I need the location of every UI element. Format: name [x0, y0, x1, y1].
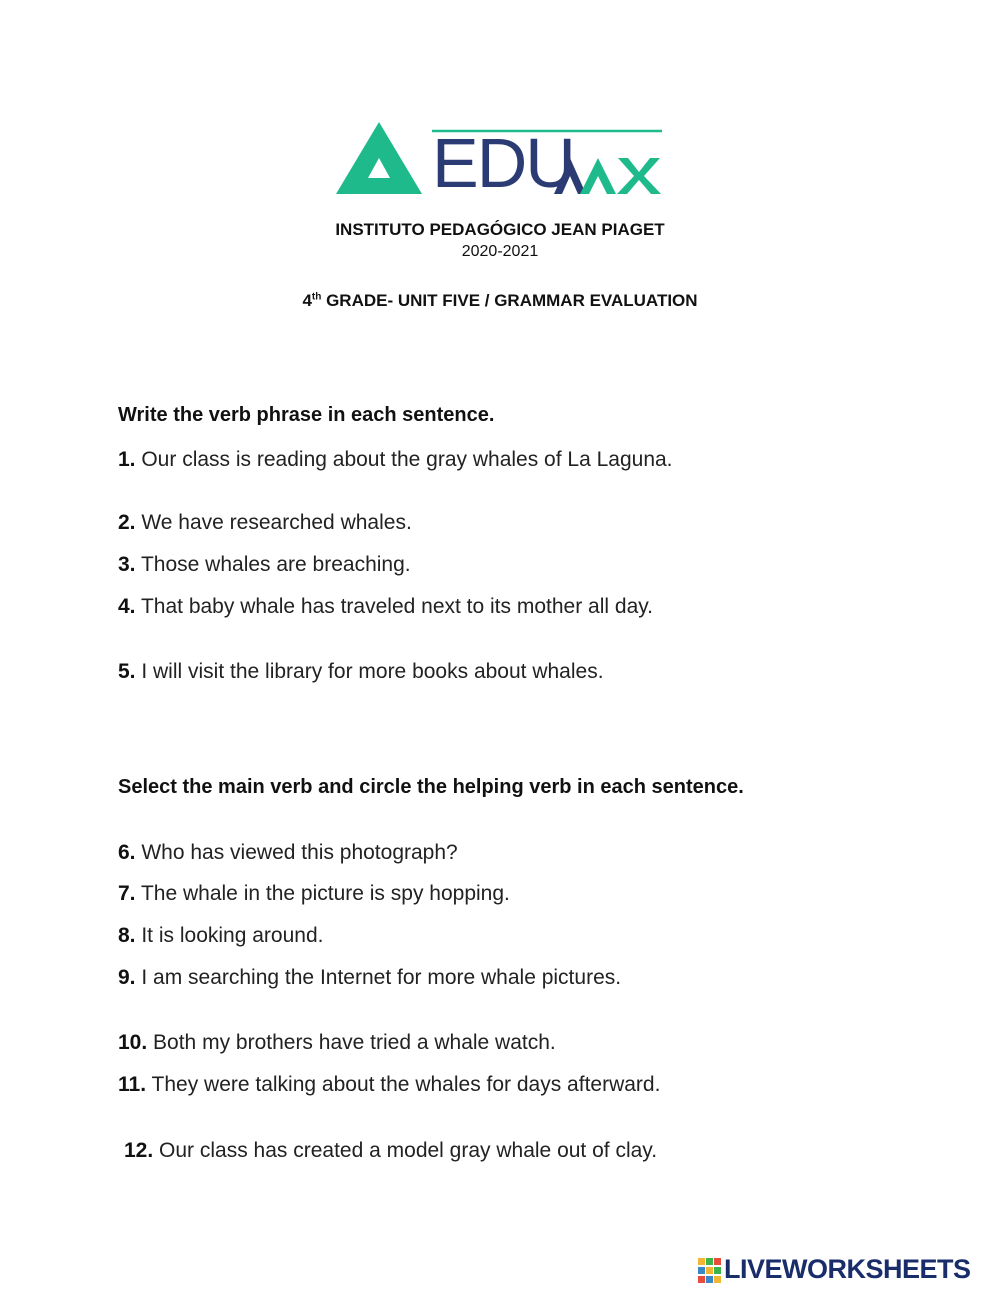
list-item: 6. Who has viewed this photograph?	[118, 841, 458, 864]
worksheet-title: 4th GRADE- UNIT FIVE / GRAMMAR EVALUATION	[302, 291, 698, 310]
section1-instruction: Write the verb phrase in each sentence.	[118, 404, 495, 426]
list-item: 1. Our class is reading about the gray whales of La Laguna.	[118, 448, 673, 471]
list-item: 11. They were talking about the whales for days afterward.	[118, 1073, 661, 1096]
school-name: INSTITUTO PEDAGÓGICO JEAN PIAGET	[335, 220, 665, 239]
liveworksheets-brand: LIVEWORKSHEETS	[724, 1254, 971, 1284]
list-item: 2. We have researched whales.	[118, 511, 412, 534]
list-item: 4. That baby whale has traveled next to its mother all day.	[118, 595, 654, 618]
logo-wordmark: EDU	[432, 124, 574, 202]
liveworksheets-icon	[698, 1258, 722, 1284]
list-item: 9. I am searching the Internet for more whale pictures.	[118, 966, 622, 989]
section2-instruction: Select the main verb and circle the helping verb in each sentence.	[118, 776, 744, 798]
list-item: 3. Those whales are breaching.	[118, 553, 411, 576]
list-item: 10. Both my brothers have tried a whale watch.	[118, 1031, 556, 1054]
school-years: 2020-2021	[461, 243, 539, 260]
list-item: 7. The whale in the picture is spy hopping.	[118, 882, 510, 905]
list-item: 5. I will visit the library for more books about whales.	[118, 660, 604, 683]
list-item: 8. It is looking around.	[118, 924, 324, 947]
list-item: 12. Our class has created a model gray whale out of clay.	[124, 1139, 658, 1162]
